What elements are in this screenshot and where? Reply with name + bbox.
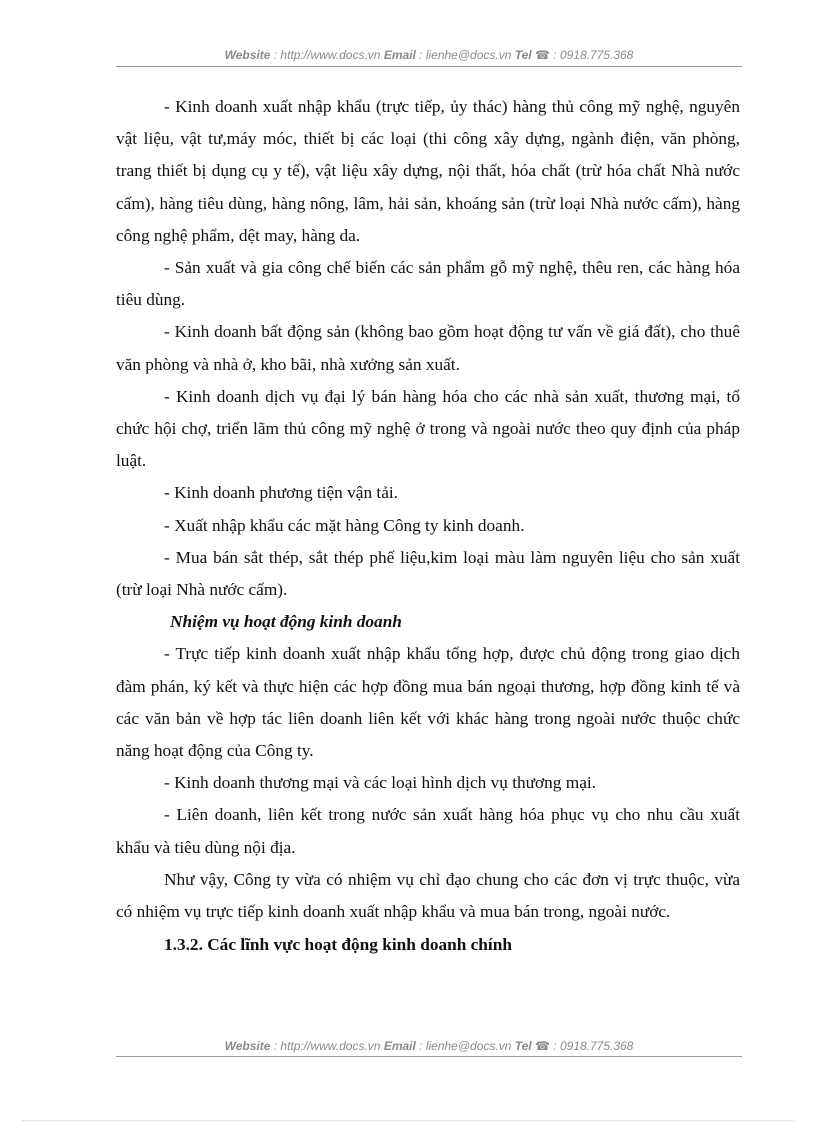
header-email-label: Email — [383, 48, 416, 62]
footer-website-label: Website — [224, 1039, 271, 1053]
paragraph-6: - Xuất nhập khẩu các mặt hàng Công ty kinh doanh. — [164, 515, 525, 535]
header-tel-value: : 0918.775.368 — [549, 48, 634, 62]
paragraph-1: - Kinh doanh xuất nhập khẩu (trực tiếp, ủy thác) hàng thủ công mỹ nghệ, nguyên vật liệu, vật tư,máy móc, thiết bị các loại (thi công xây dựng, ngành điện, văn phòng, trang thiết bị dụng cụ y tế), vật liệu xây dựng, nội thất, hóa chất (trừ hóa chất Nhà nước cấm), hàng tiêu dùng, hàng nông, lâm, hải sản, khoáng sản (trừ loại Nhà nước cấm), hàng công nghệ phẩm, dệt may, hàng da. — [116, 97, 740, 245]
paragraph-10: - Liên doanh, liên kết trong nước sản xuất hàng hóa phục vụ cho nhu cầu xuất khẩu và tiêu dùng nội địa. — [116, 805, 740, 857]
footer-tel-label: Tel — [514, 1039, 532, 1053]
paragraph-4: - Kinh doanh dịch vụ đại lý bán hàng hóa cho các nhà sản xuất, thương mại, tổ chức hội chợ, triển lãm thủ công mỹ nghệ ở trong và ngoài nước theo quy định của pháp luật. — [116, 386, 740, 471]
header-email-value: : lienhe@docs.vn — [415, 48, 515, 62]
page-footer — [116, 1039, 742, 1053]
page-bottom-dotted-line — [22, 1120, 794, 1121]
paragraph-2: - Sản xuất và gia công chế biến các sản phẩm gỗ mỹ nghệ, thêu ren, các hàng hóa tiêu dùng. — [116, 258, 740, 310]
footer-tel-value: : 0918.775.368 — [549, 1039, 634, 1053]
section-heading-1-3-2: 1.3.2. Các lĩnh vực hoạt động kinh doanh chính — [164, 935, 512, 955]
paragraph-5: - Kinh doanh phương tiện vận tải. — [164, 483, 398, 503]
paragraph-11: Như vậy, Công ty vừa có nhiệm vụ chỉ đạo chung cho các đơn vị trực thuộc, vừa có nhiệm vụ trực tiếp kinh doanh xuất nhập khẩu và mua bán trong, ngoài nước. — [116, 869, 740, 922]
phone-icon: ☎ — [534, 1039, 550, 1053]
header-website-label: Website — [224, 48, 271, 62]
header-website-value: : http://www.docs.vn — [270, 48, 384, 62]
footer-email-value: : lienhe@docs.vn — [415, 1039, 515, 1053]
page-header — [116, 48, 742, 62]
paragraph-3: - Kinh doanh bất động sản (không bao gồm hoạt động tư vấn về giá đất), cho thuê văn phòng và nhà ở, kho bãi, nhà xưởng sản xuất. — [116, 322, 740, 374]
footer-rule — [116, 1056, 742, 1057]
section-heading-tasks: Nhiệm vụ hoạt động kinh doanh — [170, 612, 402, 632]
paragraph-9: - Kinh doanh thương mại và các loại hình dịch vụ thương mại. — [164, 773, 596, 793]
paragraph-7: - Mua bán sắt thép, sắt thép phế liệu,kim loại màu làm nguyên liệu cho sản xuất (trừ loại Nhà nước cấm). — [116, 547, 740, 600]
phone-icon: ☎ — [534, 48, 550, 62]
footer-email-label: Email — [383, 1039, 416, 1053]
document-body — [116, 91, 740, 961]
header-rule — [116, 66, 742, 67]
footer-website-value: : http://www.docs.vn — [270, 1039, 384, 1053]
header-tel-label: Tel — [514, 48, 532, 62]
paragraph-8: - Trực tiếp kinh doanh xuất nhập khẩu tổng hợp, được chủ động trong giao dịch đàm phán, ký kết và thực hiện các hợp đồng mua bán ngoại thương, hợp đồng kinh tế và các văn bản về hợp tác liên doanh liên kết với khác hàng trong ngoài nước thuộc chức năng hoạt động của Công ty. — [116, 644, 740, 761]
